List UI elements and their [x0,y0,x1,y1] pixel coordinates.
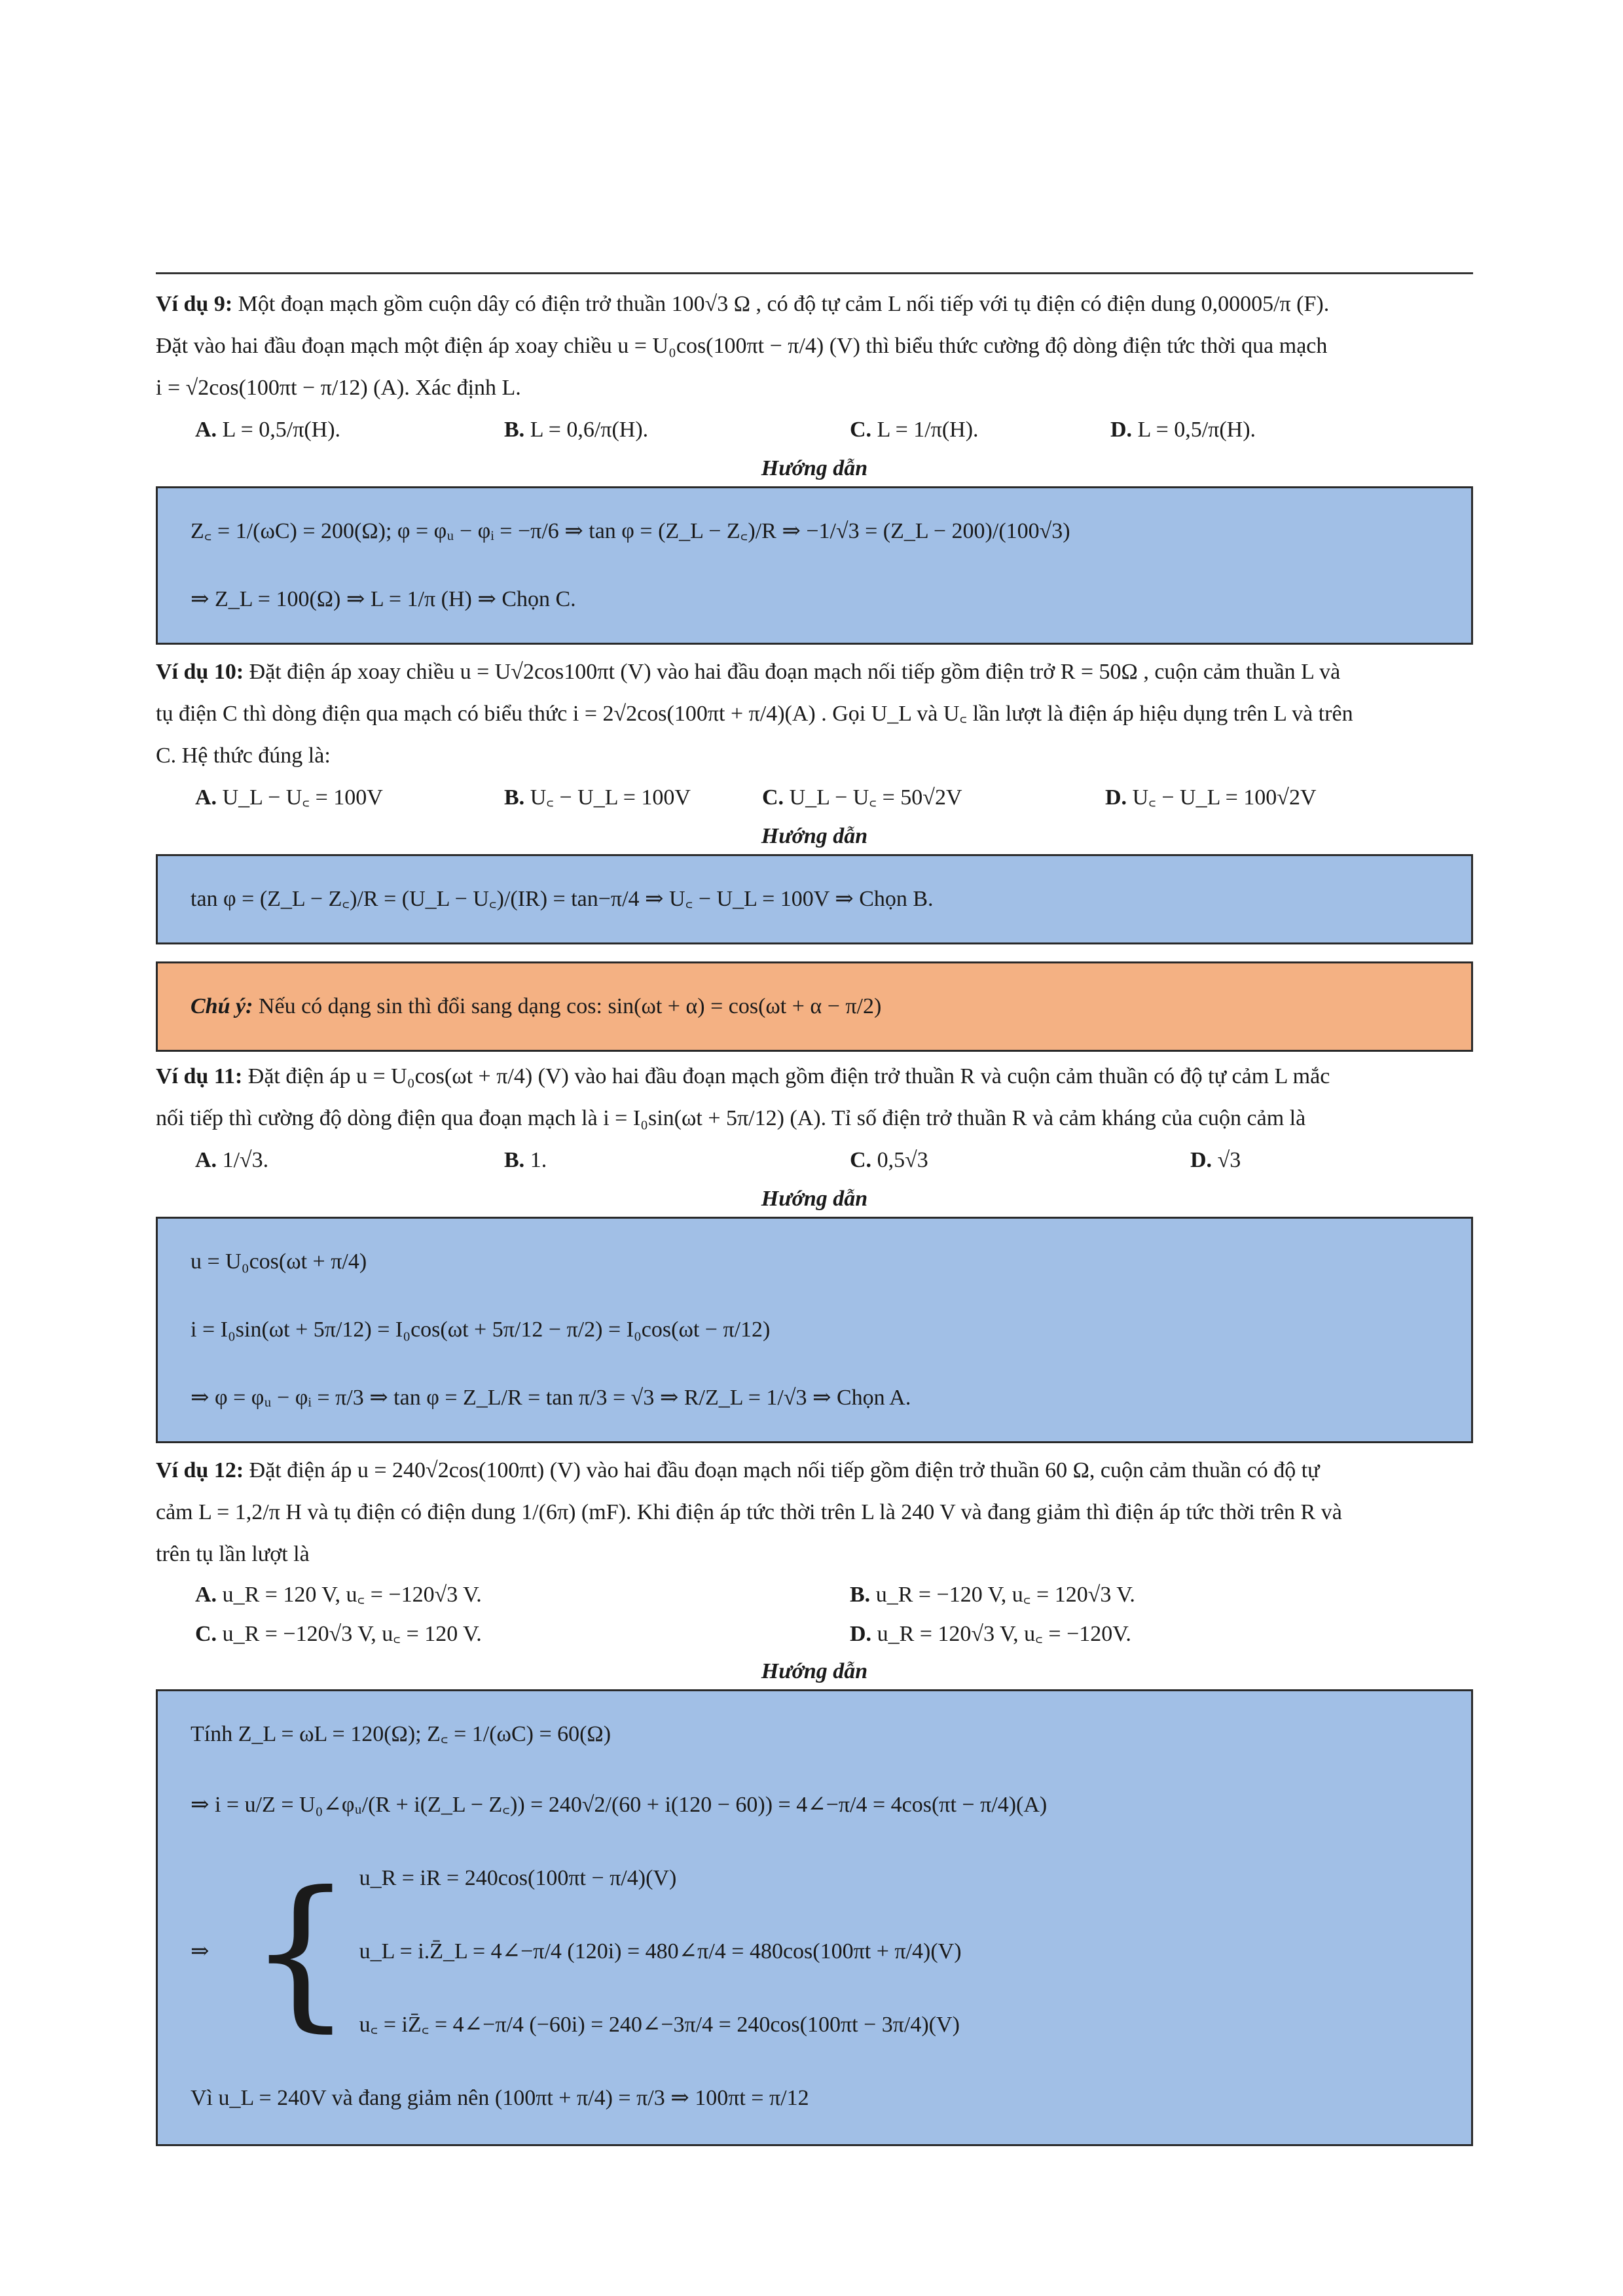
solution-line: ⇒ φ = φᵤ − φᵢ = π/3 ⇒ tan φ = Z_L/R = tan π/3 = √3 ⇒ R/Z_L = 1/√3 ⇒ Chọn A. [191,1386,911,1410]
answer-text: u_R = −120√3 V, u꜀ = 120 V. [217,1622,482,1646]
question-line: i = √2cos(100πt − π/12) (A). Xác định L. [156,376,521,400]
answer-letter: C. [850,418,872,442]
example-10 [156,651,1473,944]
answer-letter: C. [762,785,784,810]
answer-options [156,1139,1473,1181]
question-label: Ví dụ 12: [156,1458,244,1482]
answer-d [850,1615,1504,1654]
answer-letter: A. [195,1148,217,1172]
question-line [156,651,1473,693]
solution-line: ⇒ Z_L = 100(Ω) ⇒ L = 1/π (H) ⇒ Chọn C. [191,587,576,611]
solution-line: i = I₀sin(ωt + 5π/12) = I₀cos(ωt + 5π/12 − π/2) = I₀cos(ωt − π/12) [191,1318,771,1342]
question-line: Đặt vào hai đầu đoạn mạch một điện áp xoay chiều u = U₀cos(100πt − π/4) (V) thì biểu thức cường độ dòng điện tức thời qua mạch [156,334,1328,358]
answer-a [195,777,504,819]
answer-c [850,409,1110,451]
solution-box [156,854,1473,944]
answer-letter: D. [850,1622,872,1646]
left-brace: { [248,1856,353,2047]
question-text: Đặt điện áp u = 240√2cos(100πt) (V) vào hai đầu đoạn mạch nối tiếp gồm điện trở thuần 60 Ω, cuộn cảm thuần có độ tự [249,1458,1320,1482]
top-rule [156,272,1473,274]
question-line [156,283,1473,325]
answer-options [156,777,1473,819]
answer-letter: D. [1190,1148,1213,1172]
answer-letter: A. [195,1583,217,1607]
solution-line: u꜀ = iZ̄꜀ = 4∠−π/4 (−60i) = 240∠−3π/4 = 240cos(100πt − 3π/4)(V) [359,2013,960,2037]
answer-text: U_L − U꜀ = 100V [217,785,383,810]
answer-letter: B. [504,785,525,810]
solution-line: u_R = iR = 240cos(100πt − π/4)(V) [359,1866,677,1890]
answer-text: U_L − U꜀ = 50√2V [784,785,962,810]
question-label: Ví dụ 11: [156,1064,243,1088]
question-line: tụ điện C thì dòng điện qua mạch có biểu thức i = 2√2cos(100πt + π/4)(A) . Gọi U_L và U꜀ lần lượt là điện áp hiệu dụng trên L và trên [156,702,1353,726]
answer-text: u_R = −120 V, u꜀ = 120√3 V. [870,1583,1135,1607]
answer-text: 1/√3. [217,1148,269,1172]
solution-box [156,486,1473,645]
question-line: C. Hệ thức đúng là: [156,744,331,768]
answer-text: L = 0,6/π(H). [524,418,649,442]
answer-d [1105,777,1317,819]
question-line [156,1450,1473,1492]
question-line: nối tiếp thì cường độ dòng điện qua đoạn mạch là i = I₀sin(ωt + 5π/12) (A). Tỉ số điện trở thuần R và cảm kháng của cuộn cảm là [156,1106,1306,1130]
answer-text: 1. [524,1148,547,1172]
answer-text: L = 0,5/π(H). [217,418,341,442]
solution-line: Z꜀ = 1/(ωC) = 200(Ω); φ = φᵤ − φᵢ = −π/6 ⇒ tan φ = (Z_L − Z꜀)/R ⇒ −1/√3 = (Z_L − 200)/(100√3) [191,519,1070,543]
question-label: Ví dụ 9: [156,292,233,316]
example-12 [156,1450,1473,2146]
answer-c [850,1139,1190,1181]
question-line [156,1056,1473,1098]
answer-letter: B. [850,1583,871,1607]
note-text: Nếu có dạng sin thì đổi sang dạng cos: sin(ωt + α) = cos(ωt + α − π/2) [253,994,882,1018]
question-text: Đặt điện áp xoay chiều u = U√2cos100πt (V) vào hai đầu đoạn mạch nối tiếp gồm điện trở R = 50Ω , cuộn cảm thuần L và [249,660,1341,684]
equation-system [191,1842,1438,2062]
example-9 [156,283,1473,645]
implies-arrow: ⇒ [191,1939,210,1964]
answer-text: u_R = 120√3 V, u꜀ = −120V. [871,1622,1131,1646]
answer-b [504,1139,850,1181]
solution-line: tan φ = (Z_L − Z꜀)/R = (U_L − U꜀)/(IR) = tan−π/4 ⇒ U꜀ − U_L = 100V ⇒ Chọn B. [191,887,934,911]
answer-letter: C. [195,1622,217,1646]
solution-line: ⇒ i = u/Z = U₀∠φᵤ/(R + i(Z_L − Z꜀)) = 240√2/(60 + i(120 − 60)) = 4∠−π/4 = 4cos(πt − π/4)(A) [191,1793,1048,1817]
answer-letter: B. [504,418,525,442]
guide-title: Hướng dẫn [761,1187,868,1211]
answer-a [195,1139,504,1181]
answer-letter: C. [850,1148,872,1172]
note-box [156,961,1473,1052]
equation-system-lines [359,1842,962,2062]
answer-d [1110,409,1256,451]
guide-title: Hướng dẫn [761,1659,868,1683]
answer-c [195,1615,850,1654]
answer-options [156,409,1473,451]
answer-a [195,1575,850,1615]
answer-options [156,1575,1473,1654]
answer-text: U꜀ − U_L = 100√2V [1127,785,1317,810]
solution-line: Tính Z_L = ωL = 120(Ω); Z꜀ = 1/(ωC) = 60(Ω) [191,1722,611,1746]
answer-letter: B. [504,1148,525,1172]
solution-line: Vì u_L = 240V và đang giảm nên (100πt + π/4) = π/3 ⇒ 100πt = π/12 [191,2086,809,2110]
answer-text: L = 1/π(H). [871,418,979,442]
note-label: Chú ý: [191,994,253,1018]
answer-b [504,409,850,451]
answer-d [1190,1139,1241,1181]
question-text: Đặt điện áp u = U₀cos(ωt + π/4) (V) vào hai đầu đoạn mạch gồm điện trở thuần R và cuộn cảm thuần có độ tự cảm L mắc [247,1064,1330,1088]
answer-text: u_R = 120 V, u꜀ = −120√3 V. [217,1583,482,1607]
answer-text: U꜀ − U_L = 100V [524,785,691,810]
answer-letter: D. [1110,418,1133,442]
answer-letter: D. [1105,785,1127,810]
document-page [156,272,1473,2153]
question-line: cảm L = 1,2/π H và tụ điện có điện dung 1/(6π) (mF). Khi điện áp tức thời trên L là 240 V và đang giảm thì điện áp tức thời trên R và [156,1500,1342,1524]
answer-b [504,777,762,819]
answer-a [195,409,504,451]
answer-letter: A. [195,418,217,442]
answer-text: 0,5√3 [871,1148,928,1172]
question-label: Ví dụ 10: [156,660,244,684]
guide-title: Hướng dẫn [761,456,868,480]
solution-box [156,1689,1473,2146]
solution-line: u_L = i.Z̄_L = 4∠−π/4 (120i) = 480∠π/4 = 480cos(100πt + π/4)(V) [359,1939,962,1964]
solution-line: u = U₀cos(ωt + π/4) [191,1249,367,1274]
note-line [191,973,1438,1041]
answer-b [850,1575,1504,1615]
answer-text: L = 0,5/π(H). [1132,418,1256,442]
question-line: trên tụ lần lượt là [156,1542,310,1566]
solution-box [156,1217,1473,1443]
guide-title: Hướng dẫn [761,824,868,848]
answer-c [762,777,1105,819]
example-11 [156,1056,1473,1443]
answer-letter: A. [195,785,217,810]
question-text: Một đoạn mạch gồm cuộn dây có điện trở thuần 100√3 Ω , có độ tự cảm L nối tiếp với tụ điện có điện dung 0,00005/π (F). [238,292,1330,316]
answer-text: √3 [1212,1148,1241,1172]
